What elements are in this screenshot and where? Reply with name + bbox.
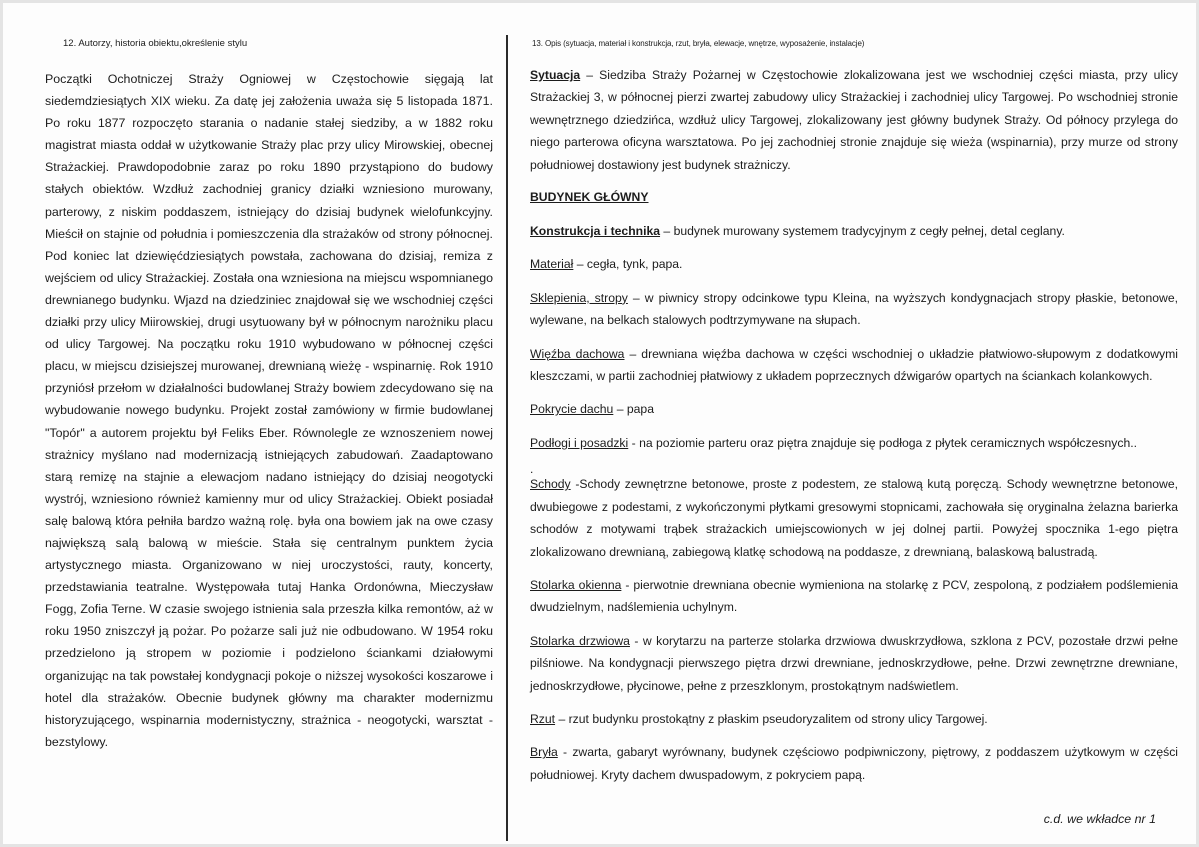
floors-text: - na poziomie parteru oraz piętra znajduje się podłoga z płytek ceramicznych współczesnych.. (628, 435, 1137, 450)
ceilings-label: Sklepienia, stropy (530, 290, 628, 305)
floors-label: Podłogi i posadzki (530, 435, 629, 450)
roofing-label: Pokrycie dachu (530, 402, 614, 417)
stairs-text: -Schody zewnętrzne betonowe, proste z podestem, ze stalową kutą poręczą. Schody wewnętrzne betonowe, dwubiegowe z podestami, z wykończonymi płytkami gresowymi stopnicami, zachowała się oryginalna żelazna barierka schodów z motywami trąbek strażackich umiejscowionych w jej dolnej partii. Powyżej spocznika 1-ego piętra zlokalizowano drewnianą, zabiegową klatkę schodową na poddasze, z drewnianą, balaskową balustradą. (530, 477, 1178, 559)
document-sheet (3, 3, 1196, 844)
windows-label: Stolarka okienna (530, 577, 622, 592)
roof-truss-text: – drewniana więźba dachowa w części wschodniej o układzie płatwiowo-słupowym z dodatkowymi kleszczami, w partii zachodniej płatwiowy z układem poprzecznych dźwigarów opartych na ściankach kolankowych. (530, 346, 1178, 384)
right-column (530, 23, 1178, 797)
roofing-paragraph (530, 398, 1178, 420)
main-building-title: BUDYNEK GŁÓWNY (530, 190, 649, 205)
doors-text: - w korytarzu na parterze stolarka drzwiowa dwuskrzydłowa, szklona z PCV, pozostałe drzwi pełne pilśniowe. Na kondygnacji pierwszego piętra drzwi drewniane, jednoskrzydłowe, pełne. Drzwi zewnętrzne drewniane, jednoskrzydłowe, płycinowe, pełne z przeszklonym, prostokątnym nadświetlem. (530, 633, 1178, 693)
windows-text: - pierwotnie drewniana obecnie wymieniona na stolarkę z PCV, zespoloną, z podziałem podślemienia dwudzielnym, nadślemienia uchylnym. (530, 577, 1178, 615)
situation-paragraph (530, 64, 1178, 176)
roof-truss-paragraph (530, 343, 1178, 388)
stairs-paragraph (530, 462, 1178, 563)
doors-paragraph (530, 630, 1178, 697)
construction-label: Konstrukcja i technika (530, 224, 661, 239)
floors-paragraph (530, 432, 1178, 454)
ceilings-text: – w piwnicy stropy odcinkowe typu Kleina, na wyższych kondygnacjach stropy płaskie, betonowe, wylewane, na belkach stalowych podtrzymywane na słupach. (530, 290, 1178, 328)
roofing-text: – papa (613, 402, 654, 417)
section-13-heading: 13. Opis (sytuacja, materiał i konstrukcja, rzut, bryła, elewacje, wnętrze, wyposażenie, instalacje) (532, 39, 865, 48)
plan-label: Rzut (530, 711, 556, 726)
plan-text: – rzut budynku prostokątny z płaskim pseudoryzalitem od strony ulicy Targowej. (555, 711, 988, 726)
history-text: Początki Ochotniczej Straży Ogniowej w Częstochowie sięgają lat siedemdziesiątych XIX wieku. Za datę jej założenia uważa się 5 listopada 1871. Po roku 1877 rozpoczęto starania o nadanie stałej siedziby, a w 1882 roku magistrat miasta oddał w użytkowanie Straży plac przy ulicy Mirowskiej, obecnej Strażackiej. Prawdopodobnie zaraz po roku 1890 przystąpiono do budowy stałych obiektów. Wzdłuż zachodniej granicy działki wzniesiono murowany, parterowy, z niskim poddaszem, istniejący do dzisiaj budynek wielofunkcyjny. Mieścił on stajnie od południa i pomieszczenia dla strażaków od strony północnej. Pod koniec lat dziewięćdziesiątych powstała, zachowana do dzisiaj, remiza z wejściem od ulicy Strażackiej. Została ona wzniesiona na miejscu wspomnianego drewnianego budynku. Wjazd na dziedziniec znajdował się we wschodniej części działki przy ulicy Miirowskiej, drugi usytuowany był w północnym narożniku placu od ulicy Targowej. Na początku roku 1910 wybudowano w północnej części placu, w miejscu dzisiejszej murowanej, drewnianą wieżę - wspinarnię. Rok 1910 przyniósł przełom w działalności budowlanej Straży bowiem zdecydowano się na wybudowanie nowego budynku. Projekt został zamówiony w firmie budowlanej "Topór" a autorem projektu był Feliks Eber. Równolegle ze wznoszeniem nowej strażnicy myślano nad modernizacją istniejących zabudowań. Zaadaptowano starą remizę na stajnie a elewacjom nadano istniejący do dzisiaj neogotycki wystrój, wzniesiono również kamienny mur od ulicy Strażackiej. Obiekt posiadał salę balową która pełniła bardzo ważną rolę. była ona bowiem jak na owe czasy największą salą balową w mieście. Stała się centralnym punktem życia artystycznego miasta. Organizowano w niej uroczystości, rauty, koncerty, przedstawiania teatralne. Występowała tutaj Hanka Ordonówna, Mieczysław Fogg, Zofia Terne. W czasie swojego istnienia sala przeszła kilka remontów, aż w roku 1950 zniszczył ją pożar. Po pożarze sali już nie odbudowano. W 1954 roku przedzielono ją stropem w poziomie i podzielono ściankami działowymi organizując na tak powstałej kondygnacji pokoje o niższej wysokości koszarowe i hotel dla strażaków. Obecnie budynek główny ma charakter modernizmu historyzującego, wspinarnia modernistyczny, strażnica - neogotycki, warsztat - bezstylowy. (45, 72, 493, 749)
massing-paragraph (530, 741, 1178, 786)
construction-text: – budynek murowany systemem tradycyjnym z cegły pełnej, detal ceglany. (660, 224, 1065, 239)
stairs-label: Schody (530, 477, 571, 492)
ceilings-paragraph (530, 287, 1178, 332)
continuation-note: c.d. we wkładce nr 1 (1043, 812, 1156, 826)
left-column (45, 23, 493, 753)
roof-truss-label: Więźba dachowa (530, 346, 625, 361)
section-12-heading: 12. Autorzy, historia obiektu,określenie stylu (63, 38, 248, 49)
material-text: – cegła, tynk, papa. (573, 257, 683, 272)
construction-paragraph (530, 220, 1178, 242)
massing-label: Bryła (530, 745, 558, 760)
description-list (530, 220, 1178, 786)
situation-text: – Siedziba Straży Pożarnej w Częstochowie zlokalizowana jest we wschodniej części miasta, przy ulicy Strażackiej 3, w północnej pierzi zwartej zabudowy ulicy Strażackiej i zachodniej ulicy Targowej. Po wschodniej stronie wewnętrznego dziedzińca, wzdłuż ulicy Targowej, zlokalizowany jest główny budynek Straży. Od północy przylega do niego parterowa oficyna warsztatowa. Po jej zachodniej stronie znajduje się wieża (wspinarnia), przy murze od strony południowej dostawiony jest budynek strażniczy. (530, 68, 1178, 172)
windows-paragraph (530, 574, 1178, 619)
column-divider (506, 35, 508, 841)
situation-label: Sytuacja (530, 68, 581, 82)
plan-paragraph (530, 708, 1178, 730)
massing-text: - zwarta, gabaryt wyrównany, budynek częściowo podpiwniczony, piętrowy, z poddaszem użytkowym w części południowej. Kryty dachem dwuspadowym, z pokryciem papą. (530, 745, 1178, 782)
doors-label: Stolarka drzwiowa (530, 633, 630, 648)
stray-dot-mark: . (530, 462, 534, 477)
material-label: Materiał (530, 257, 574, 272)
material-paragraph (530, 253, 1178, 275)
